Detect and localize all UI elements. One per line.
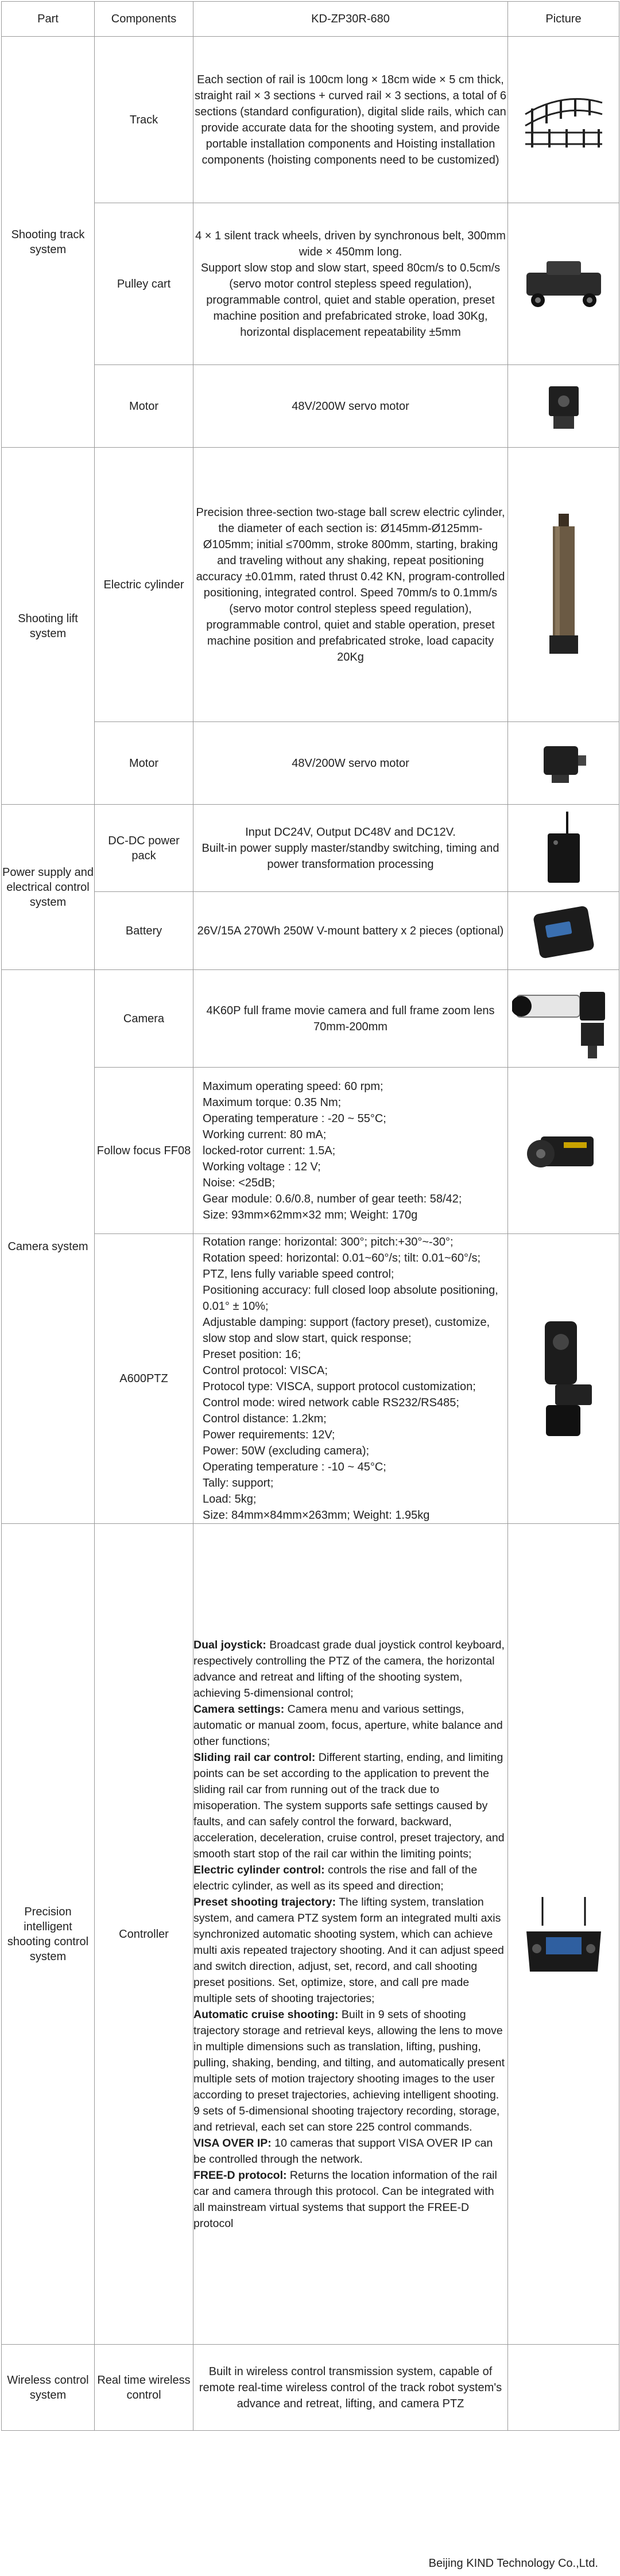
component-camera: Camera: [95, 970, 193, 1068]
electric-cylinder-picture: [508, 448, 619, 722]
follow-focus-picture: [508, 1068, 619, 1234]
controller-item: Sliding rail car control: Different starting, ending, and limiting points can be set according to the application to prevent the sliding rail car from running out of the track due to misoperation. The system supports safe settings caused by faults, and can safely control the forward, backward, acceleration, deceleration, cruise control, preset trajectory, and smooth start stop of the rail car within the limiting points;: [193, 1751, 505, 1860]
desc-follow-focus: Maximum operating speed: 60 rpm; Maximum torque: 0.35 Nm; Operating temperature : -20 ~ 55°C; Working current: 80 mA; locked-rotor current: 1.5A; Working voltage : 12 V; Noise: <25dB; Gear module: 0.6/0.8, number of gear teeth: 58/42; Size: 93mm×62mm×32 mm; Weight: 170g: [193, 1068, 508, 1234]
controller-item: Automatic cruise shooting: Built in 9 sets of shooting trajectory storage and retrieval keys, allowing the lens to move in multiple dimensions such as translation, lifting, pushing, pulling, shaking, bending, and tilting, and automatically present multiple sets of motion trajectory shooting images to the user according to preset trajectories, achieving intelligent shooting. 9 sets of 5-dimensional shooting trajectory recording, storage, and retrieval, each set can store 225 control commands.: [193, 2008, 505, 2133]
desc-wireless-control: Built in wireless control transmission system, capable of remote real-time wireless control of the track robot system's advance and retreat, lifting, and camera PTZ: [193, 2345, 508, 2431]
component-track: Track: [95, 37, 193, 203]
camera-picture: [508, 970, 619, 1068]
desc-electric-cylinder: Precision three-section two-stage ball screw electric cylinder, the diameter of each section is: Ø145mm-Ø125mm-Ø105mm; initial ≤700mm, stroke 800mm, starting, braking and traveling without any shaking, repeat positioning accuracy ±0.01mm, rated thrust 0.42 KN, program-controlled positioning, integrated control. Speed 70mm/s to 0.1mm/s (servo motor control stepless speed regulation), programmable control, quiet and stable operation, preset machine position and prefabricated stroke, load capacity 20Kg: [193, 448, 508, 722]
controller-item: Dual joystick: Broadcast grade dual joystick control keyboard, respectively controlling the PTZ of the camera, the horizontal advance and retreat and lifting of the shooting system, achieving 5-dimensional control;: [193, 1638, 505, 1700]
track-picture: [508, 37, 619, 203]
desc-motor-1: 48V/200W servo motor: [193, 365, 508, 448]
component-electric-cylinder: Electric cylinder: [95, 448, 193, 722]
controller-item: Camera settings: Camera menu and various settings, automatic or manual zoom, focus, aperture, white balance and other functions;: [193, 1702, 503, 1748]
controller-item: Preset shooting trajectory: The lifting system, translation system, and camera PTZ system form an integrated multi axis synchronized automatic shooting system, which can achieve multi axis repeated trajectory shooting. And it can adjust speed and switch direction, adjust, set, record, and call shooting preset positions. Set, optimize, store, and call pre made multiple sets of shooting trajectories;: [193, 1895, 504, 2005]
part-power-supply-system: Power supply and electrical control system: [2, 805, 95, 970]
component-motor-1: Motor: [95, 365, 193, 448]
part-camera-system: Camera system: [2, 970, 95, 1524]
desc-motor-2: 48V/200W servo motor: [193, 722, 508, 805]
controller-picture: [508, 1524, 619, 2345]
part-shooting-lift-system: Shooting lift system: [2, 448, 95, 805]
table-row: [2, 448, 619, 722]
table-row: [2, 1234, 619, 1524]
wireless-picture: [508, 2345, 619, 2431]
controller-item: VISA OVER IP: 10 cameras that support VISA OVER IP can be controlled through the network.: [193, 2136, 493, 2166]
desc-pulley-cart: 4 × 1 silent track wheels, driven by synchronous belt, 300mm wide × 450mm long. Support slow stop and slow start, speed 80cm/s to 0.5cm/s (servo motor control stepless speed regulation), programmable control, quiet and stable operation, preset machine position and prefabricated stroke, load 30Kg, horizontal displacement repeatability ±5mm: [193, 203, 508, 365]
desc-battery: 26V/15A 270Wh 250W V-mount battery x 2 pieces (optional): [193, 892, 508, 970]
motor-1-picture: [508, 365, 619, 448]
part-wireless-control-system: Wireless control system: [2, 2345, 95, 2431]
desc-camera: 4K60P full frame movie camera and full frame zoom lens 70mm-200mm: [193, 970, 508, 1068]
table-row: [2, 970, 619, 1068]
desc-track: Each section of rail is 100cm long × 18cm wide × 5 cm thick, straight rail × 3 sections + curved rail × 3 sections, a total of 6 sections (standard configuration), digital slide rails, which can provide accurate data for the shooting system, and provide portable installation components and Hoisting installation components (hoisting components need to be customized): [193, 37, 508, 203]
desc-a600ptz: Rotation range: horizontal: 300°; pitch:+30°~-30°; Rotation speed: horizontal: 0.01~60°/s; tilt: 0.01~60°/s; PTZ, lens fully variable speed control; Positioning accuracy: full closed loop absolute positioning, 0.01° ± 10%; Adjustable damping: support (factory preset), customize, slow stop and slow start, quick response; Preset position: 16; Control protocol: VISCA; Protocol type: VISCA, support protocol customization; Control mode: wired network cable RS232/RS485; Control distance: 1.2km; Power requirements: 12V; Power: 50W (excluding camera); Operating temperature : -10 ~ 45°C; Tally: support; Load: 5kg; Size: 84mm×84mm×263mm; Weight: 1.95kg: [193, 1234, 508, 1524]
pulley-cart-picture: [508, 203, 619, 365]
table-row: [2, 203, 619, 365]
table-row: [2, 1068, 619, 1234]
motor-2-picture: [508, 722, 619, 805]
component-follow-focus: Follow focus FF08: [95, 1068, 193, 1234]
header-picture: Picture: [508, 2, 619, 37]
table-row: [2, 365, 619, 448]
battery-picture: [508, 892, 619, 970]
table-row: [2, 2345, 619, 2431]
component-battery: Battery: [95, 892, 193, 970]
header-model: KD-ZP30R-680: [193, 2, 508, 37]
header-components: Components: [95, 2, 193, 37]
table-row: [2, 805, 619, 892]
a600ptz-picture: [508, 1234, 619, 1524]
table-row: [2, 892, 619, 970]
header-part: Part: [2, 2, 95, 37]
part-shooting-track-system: Shooting track system: [2, 37, 95, 448]
desc-controller: [193, 1524, 508, 2345]
spec-table: [1, 1, 619, 2431]
component-controller: Controller: [95, 1524, 193, 2345]
component-a600ptz: A600PTZ: [95, 1234, 193, 1524]
table-row: [2, 37, 619, 203]
desc-dc-dc-power-pack: Input DC24V, Output DC48V and DC12V. Built-in power supply master/standby switching, timing and power transformation processing: [193, 805, 508, 892]
component-pulley-cart: Pulley cart: [95, 203, 193, 365]
component-wireless-control: Real time wireless control: [95, 2345, 193, 2431]
controller-item: Electric cylinder control: controls the rise and fall of the electric cylinder, as well as its speed and direction;: [193, 1863, 478, 1892]
table-row: [2, 722, 619, 805]
table-header-row: [2, 2, 619, 37]
table-row: [2, 1524, 619, 2345]
company-footer: Beijing KIND Technology Co.,Ltd.: [428, 2557, 598, 2570]
component-dc-dc-power-pack: DC-DC power pack: [95, 805, 193, 892]
component-motor-2: Motor: [95, 722, 193, 805]
power-pack-picture: [508, 805, 619, 892]
controller-item: FREE-D protocol: Returns the location information of the rail car and camera through this protocol. Can be integrated with all mainstream virtual systems that support the FREE-D protocol: [193, 2168, 497, 2230]
part-control-system: Precision intelligent shooting control system: [2, 1524, 95, 2345]
